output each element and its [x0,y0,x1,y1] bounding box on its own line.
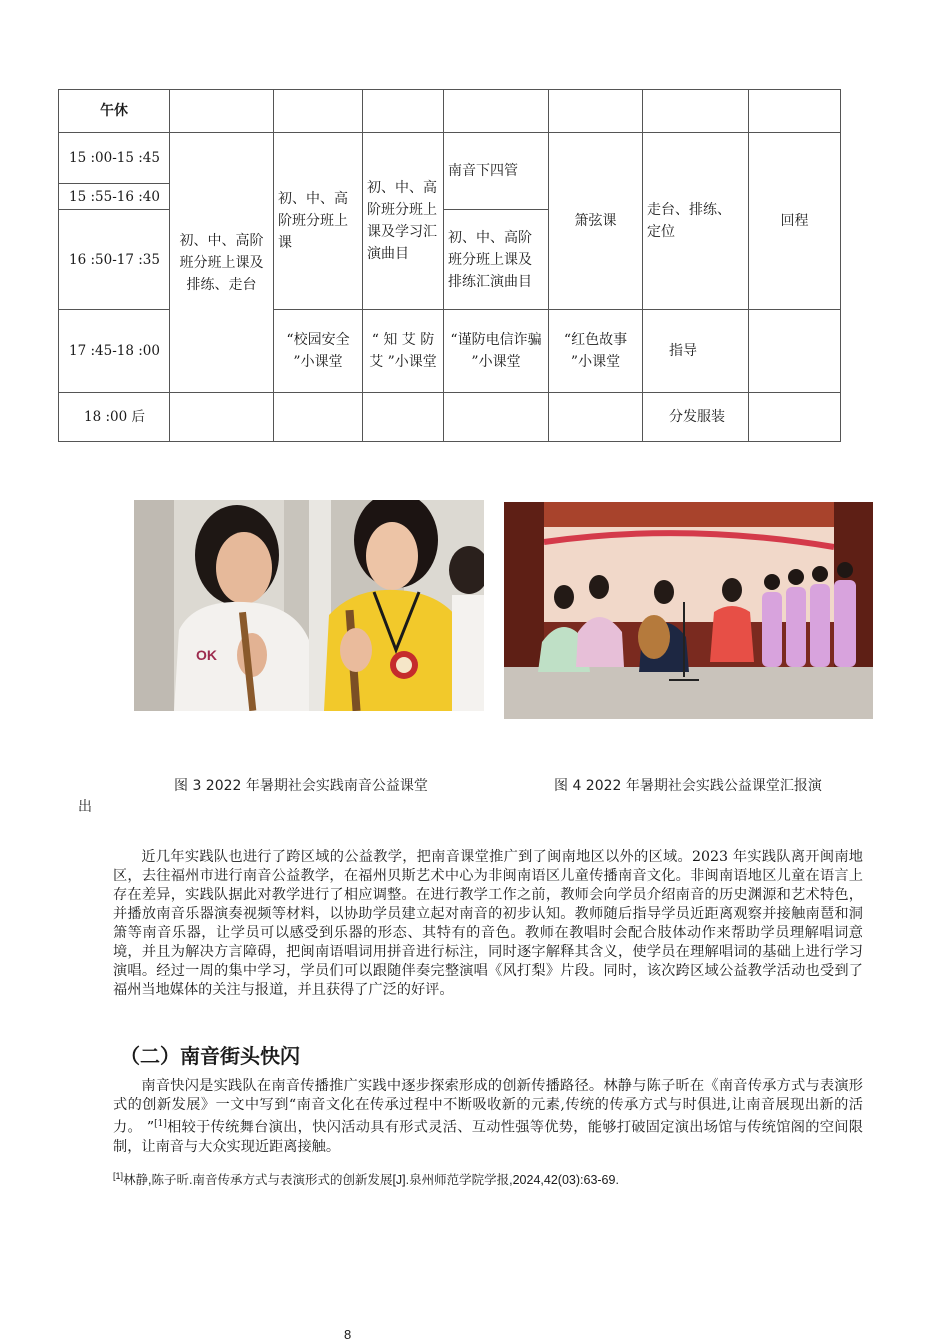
figure-4-caption: 图 4 2022 年暑期社会实践公益课堂汇报演 [554,778,822,794]
time-cell: 15 :00-15 :45 [59,133,170,184]
figure-3-caption: 图 3 2022 年暑期社会实践南音公益课堂 [174,778,428,794]
noon-label: 午休 [59,90,170,133]
col2-block: 初、中、高阶班分班上课 [274,133,363,310]
footnote-text: 林静,陈子昕.南音传承方式与表演形式的创新发展[J].泉州师范学院学报,2024,42(03):63-69. [123,1173,619,1187]
citation-marker: [1] [154,1119,167,1129]
body-paragraph-1: 近几年实践队也进行了跨区域的公益教学，把南音课堂推广到了闽南地区以外的区域。2023 年实践队离开闽南地区，去往福州市进行南音公益教学，在福州贝斯艺术中心为非闽南语区儿童传播南音文化。非闽南语地区儿童在语言上存在差异，实践队据此对教学进行了相应调整。在进行教学工作之前，教师会向学员介绍南音的历史渊源和艺术特色，并播放南音乐器演奏视频等材料，以协助学员建立起对南音的初步认知。教师随后指导学员近距离观察并接触南琶和洞箫等南音乐器，让学员可以感受到乐器的形态、其特有的音色。教师在教唱时会配合肢体动作来帮助学员理解唱词意境，并且为解决方言障碍，把闽南语唱词用拼音进行标注，同时逐字解释其含义，使学员在理解唱词的基础上进行学习演唱。经过一周的集中学习，学员们可以跟随伴奏完整演唱《风打梨》片段。同时，该次跨区域公益教学活动也受到了福州当地媒体的关注与报道，并且获得了广泛的好评。 [113,849,863,998]
time-cell: 18 :00 后 [59,393,170,442]
table-row [59,133,841,184]
table-row [59,90,841,133]
time-cell: 15 :55-16 :40 [59,184,170,210]
table-row [59,393,841,442]
page-number: 8 [344,1327,352,1342]
red-story-cell: “红色故事 ”小课堂 [549,310,643,393]
paragraph-2-text-a: 南音快闪是实践队在南音传播推广实践中逐步探索形成的创新传播路径。林静与陈子昕在《南音传承方式与表演形式的创新发展》一文中写到“南音文化在传承过程中不断吸收新的元素,传统的传承方式与时俱进,让南音展现出新的活力。 ” [113,1078,863,1136]
fraud-class-cell: “谨防电信诈骗 ”小课堂 [444,310,549,393]
col7-block: 回程 [749,133,841,310]
costume-cell: 分发服装 [643,393,749,442]
photo-flute-lesson [134,500,484,711]
figure-4-caption-cont: 出 [78,799,92,815]
photo-stage-performance [504,502,873,719]
body-paragraph-2 [113,1077,863,1157]
col6-block: 走台、排练、定位 [643,133,749,310]
col5-block: 箫弦课 [549,133,643,310]
time-cell: 17 :45-18 :00 [59,310,170,393]
col4-top: 南音下四管 [444,133,549,210]
col4-block: 初、中、高阶班分班上课及排练汇演曲目 [444,210,549,310]
footnote [113,1170,619,1188]
aids-class-cell: “ 知 艾 防 艾 ”小课堂 [363,310,444,393]
col3-block: 初、中、高阶班分班上课及学习汇演曲目 [363,133,444,310]
footnote-marker: [1] [113,1170,124,1181]
col1-block: 初、中、高阶班分班上课及排练、走台 [170,133,274,393]
paragraph-2-text-b: 相较于传统舞台演出，快闪活动具有形式灵活、互动性强等优势，能够打破固定演出场馆与传统馆阁的空间限制，让南音与大众实现近距离接触。 [113,1119,863,1155]
safety-class-cell: “校园安全 ”小课堂 [274,310,363,393]
svg-text:OK: OK [196,647,217,663]
time-cell: 16 :50-17 :35 [59,210,170,310]
schedule-table [58,89,841,442]
guidance-cell: 指导 [643,310,749,393]
section-heading: （二）南音街头快闪 [120,1044,300,1068]
